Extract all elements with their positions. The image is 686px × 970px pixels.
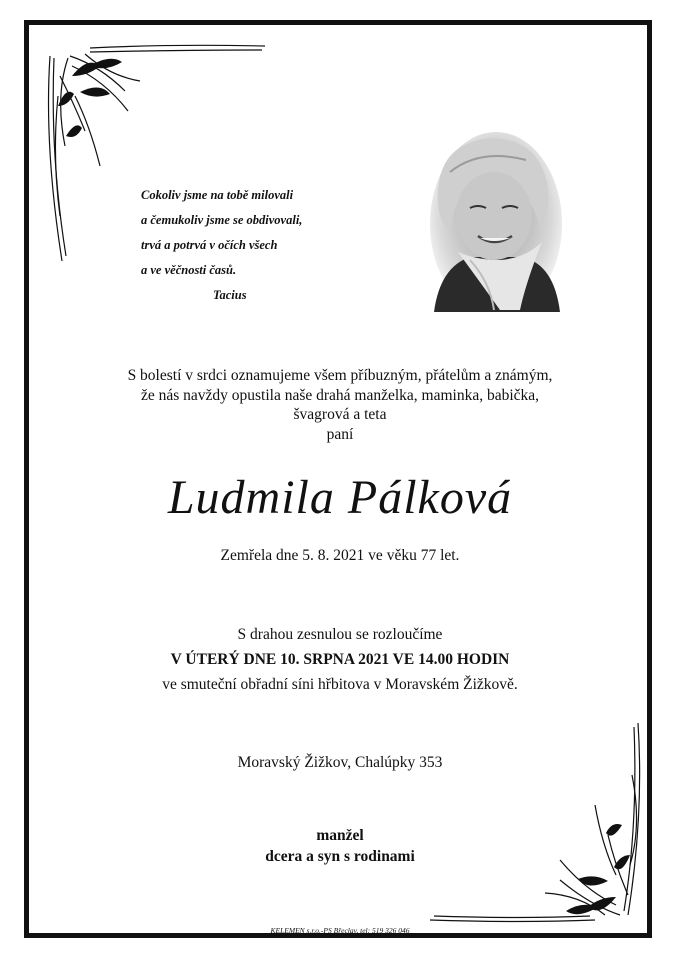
- announcement-line: paní: [326, 425, 354, 443]
- family-line: manžel: [316, 827, 364, 844]
- announcement-line: že nás navždy opustila naše drahá manželka, maminka, babička,: [140, 386, 540, 404]
- farewell-place: ve smuteční obřadní síni hřbitova v Moravském Žižkově.: [162, 676, 518, 693]
- quote-line: a čemukoliv jsme se obdivovali,: [141, 213, 303, 227]
- quote-line: trvá a potrvá v očích všech: [141, 238, 278, 252]
- family-signature: [40, 825, 640, 867]
- memorial-quote: [141, 183, 302, 308]
- announcement-line: švagrová a teta: [293, 406, 387, 423]
- footer-printer: KELEMEN s.r.o.-PS Břeclav, tel: 519 326 046: [270, 926, 410, 935]
- portrait-photo: [430, 132, 562, 312]
- quote-line: a ve věčnosti časů.: [141, 263, 237, 277]
- farewell-info: [40, 622, 640, 697]
- announcement-line: S bolestí v srdci oznamujeme všem příbuzným, přátelům a známým,: [127, 367, 553, 384]
- floral-ornament-bottom-right-icon: [420, 715, 650, 930]
- farewell-intro: S drahou zesnulou se rozloučíme: [237, 626, 443, 643]
- announcement: [40, 366, 640, 444]
- family-line: dcera a syn s rodinami: [265, 848, 415, 865]
- address: Moravský Žižkov, Chalúpky 353: [237, 754, 443, 771]
- quote-line: Cokoliv jsme na tobě milovali: [141, 188, 294, 202]
- deceased-name: Ludmila Pálková: [167, 471, 513, 524]
- quote-author: Tacius: [213, 288, 247, 302]
- farewell-datetime: V ÚTERÝ DNE 10. SRPNA 2021 VE 14.00 HODIN: [170, 651, 510, 668]
- death-note: Zemřela dne 5. 8. 2021 ve věku 77 let.: [220, 547, 460, 564]
